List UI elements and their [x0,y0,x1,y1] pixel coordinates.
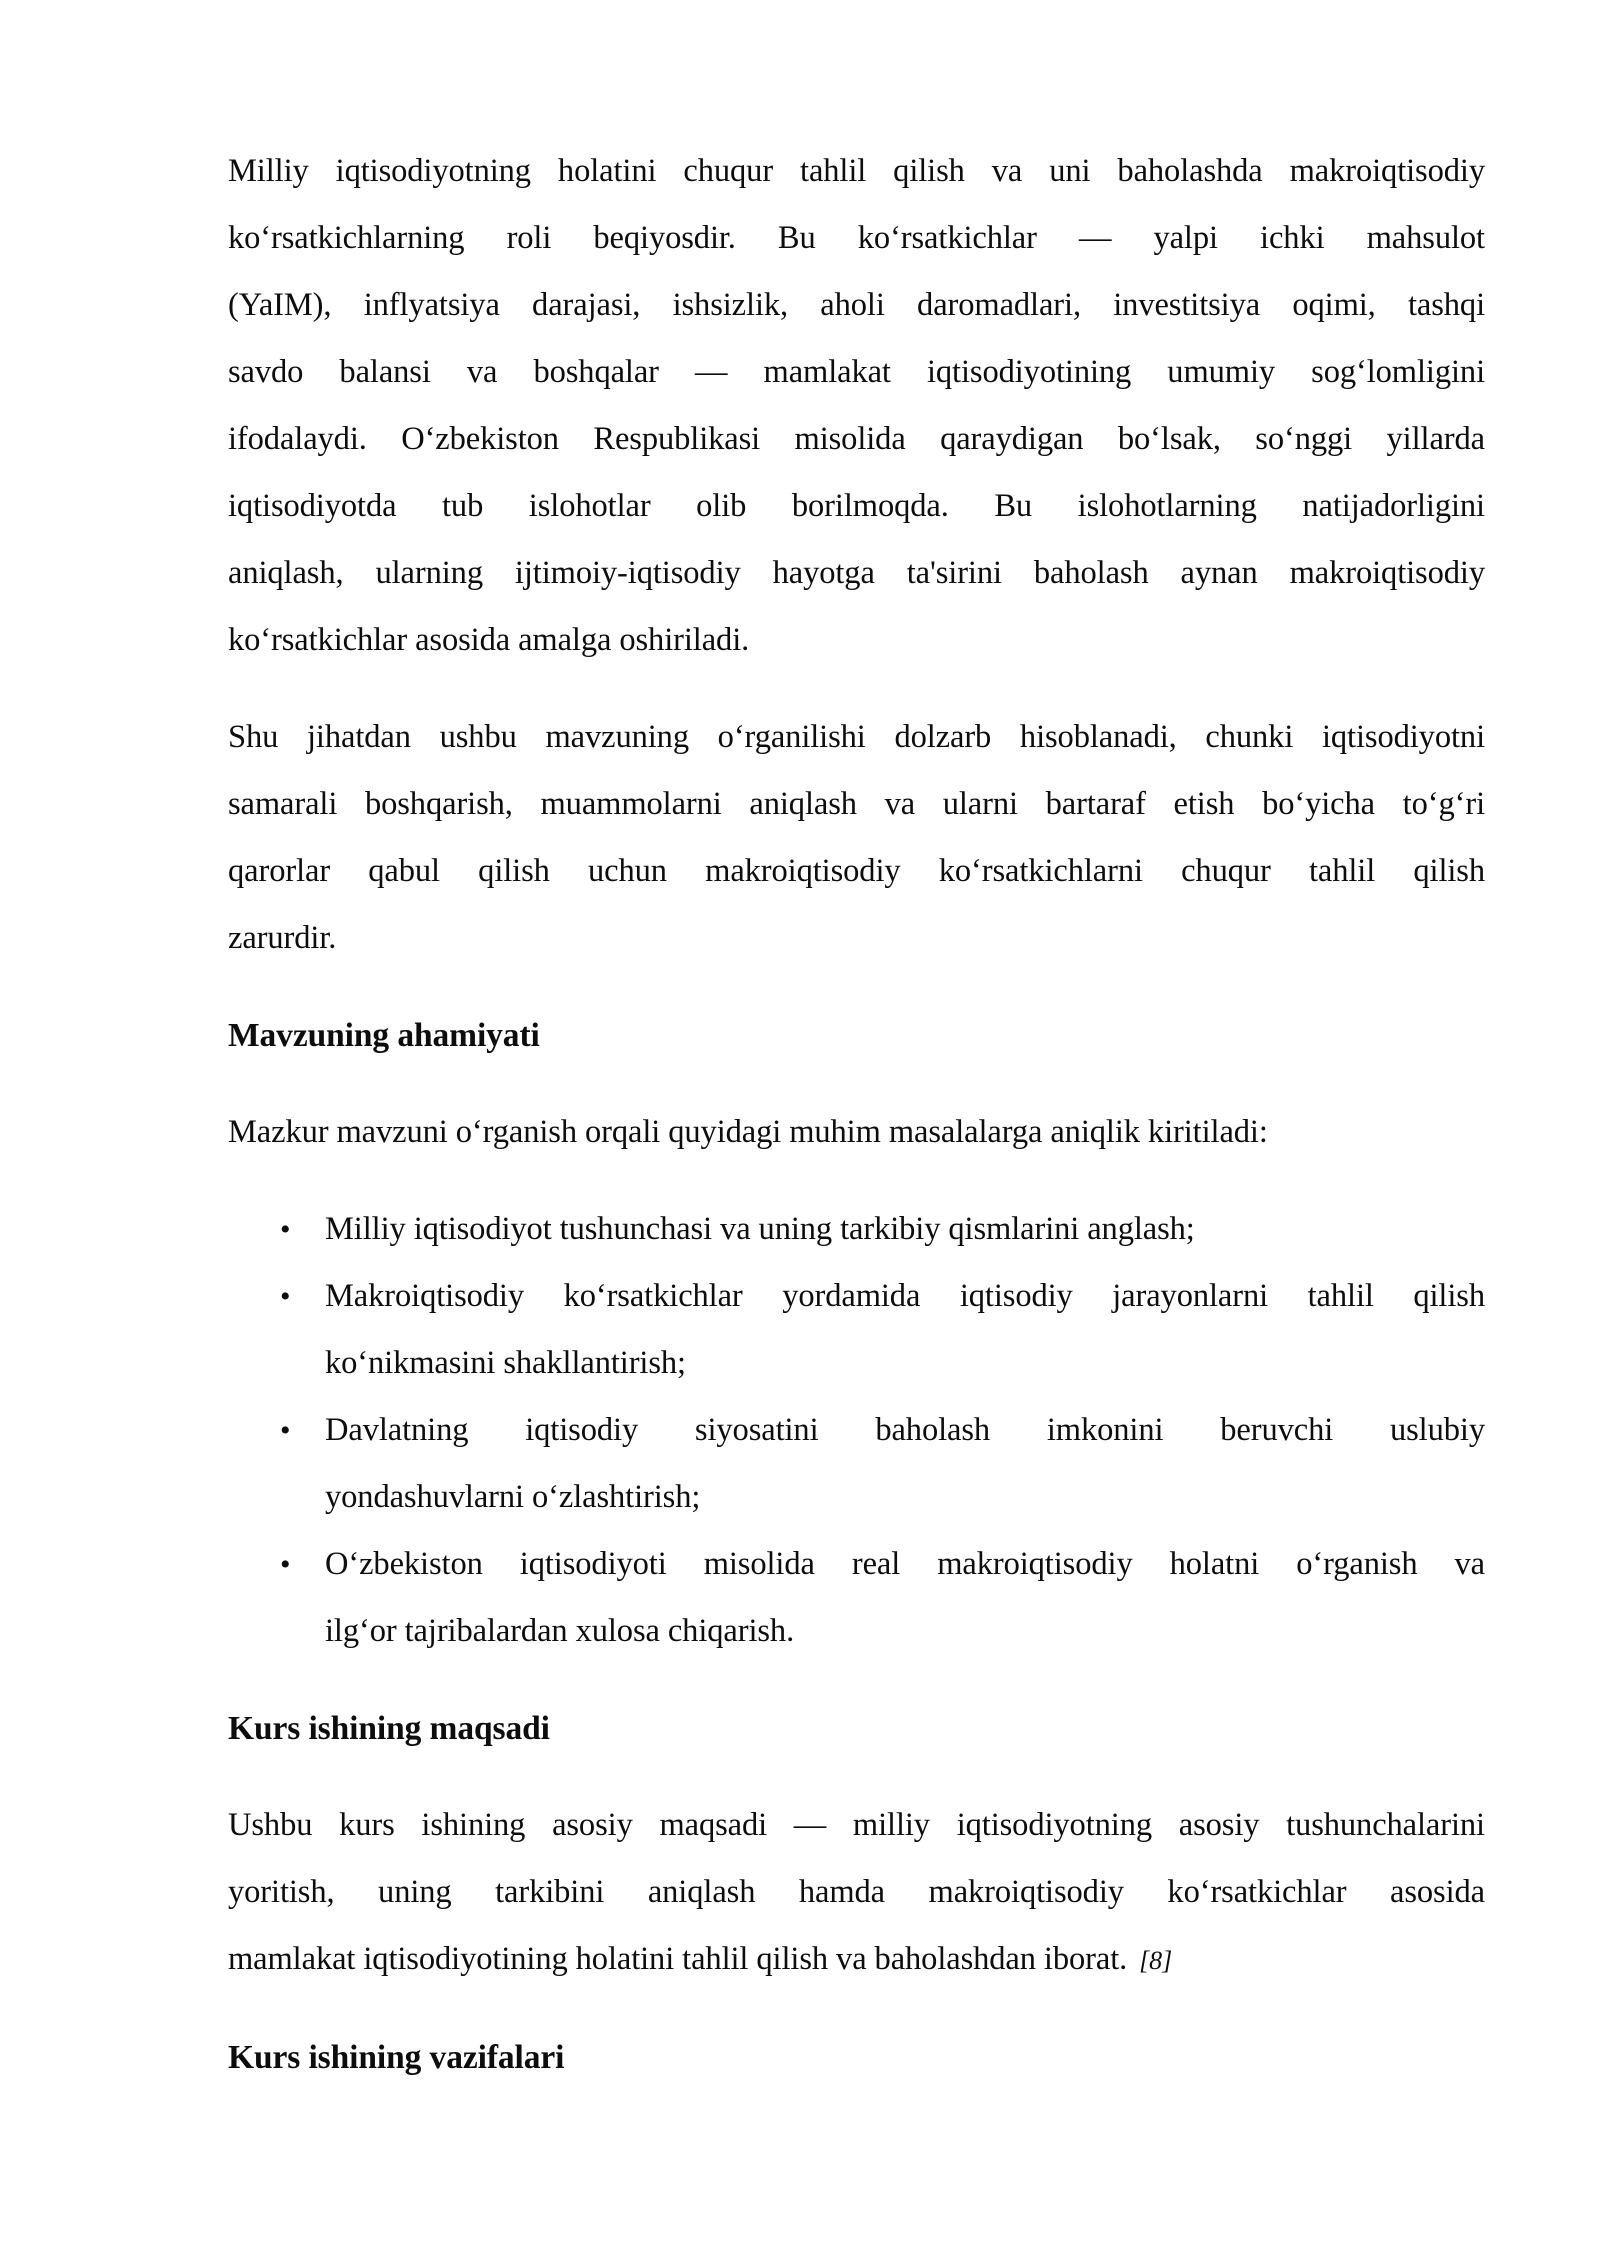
text-line: qarorlar qabul qilish uchun makroiqtisodiy koʻrsatkichlarni chuqur tahlil qilish [228,853,1485,889]
paragraph-goal [228,1792,1485,1994]
text-line: Ushbu kurs ishining asosiy maqsadi — milliy iqtisodiyotning asosiy tushunchalarini [228,1807,1485,1843]
section-heading-tasks: Kurs ishining vazifalari [228,2039,565,2076]
text-line: (YaIM), inflyatsiya darajasi, ishsizlik, aholi daromadlari, investitsiya oqimi, tashqi [228,287,1485,323]
text-line: koʻnikmasini shakllantirish; [325,1345,686,1381]
list-item [228,1196,1485,1263]
text-line: iqtisodiyotda tub islohotlar olib borilmoqda. Bu islohotlarning natijadorligini [228,488,1485,524]
bullet-icon: • [280,1414,291,1447]
text-line: Milliy iqtisodiyotning holatini chuqur tahlil qilish va uni baholashda makroiqtisodiy [228,153,1485,189]
text-line: savdo balansi va boshqalar — mamlakat iqtisodiyotining umumiy sogʻlomligini [228,354,1485,390]
list-item [228,1531,1485,1665]
text-line [280,1263,1485,1330]
list-item-text: Milliy iqtisodiyot tushunchasi va uning tarkibiy qismlarini anglash; [325,1211,1195,1247]
list-item-text: Davlatning iqtisodiy siyosatini baholash imkonini beruvchi uslubiy [325,1412,1485,1448]
bullet-icon: • [280,1213,291,1246]
list-item [228,1263,1485,1397]
text-line: ifodalaydi. Oʻzbekiston Respublikasi misolida qaraydigan boʻlsak, soʻnggi yillarda [228,421,1485,457]
text-line: zarurdir. [228,920,337,956]
paragraph-text: mamlakat iqtisodiyotining holatini tahlil qilish va baholashdan iborat. [228,1941,1128,1977]
text-line [228,1926,1485,1994]
paragraph-intro [228,138,1485,674]
bullet-list [228,1196,1485,1665]
text-line: koʻrsatkichlarning roli beqiyosdir. Bu koʻrsatkichlar — yalpi ichki mahsulot [228,220,1485,256]
section-heading-importance: Mavzuning ahamiyati [228,1017,540,1054]
list-item [228,1397,1485,1531]
paragraph-relevance [228,704,1485,972]
paragraph-lead-in [228,1099,1485,1166]
text-line: yoritish, uning tarkibini aniqlash hamda makroiqtisodiy koʻrsatkichlar asosida [228,1874,1485,1910]
text-line: Mazkur mavzuni oʻrganish orqali quyidagi muhim masalalarga aniqlik kiritiladi: [228,1114,1268,1150]
text-line: yondashuvlarni oʻzlashtirish; [325,1479,701,1515]
citation-ref: [8] [1139,1946,1173,1975]
text-line: koʻrsatkichlar asosida amalga oshiriladi. [228,622,750,658]
text-line: ilgʻor tajribalardan xulosa chiqarish. [325,1613,795,1649]
text-line [280,1531,1485,1598]
text-line: Shu jihatdan ushbu mavzuning oʻrganilishi dolzarb hisoblanadi, chunki iqtisodiyotni [228,719,1485,755]
text-line: aniqlash, ularning ijtimoiy-iqtisodiy hayotga ta'sirini baholash aynan makroiqtisodiy [228,555,1485,591]
section-heading-goal: Kurs ishining maqsadi [228,1710,550,1747]
text-line [280,1196,1485,1263]
text-line [280,1397,1485,1464]
list-item-text: Makroiqtisodiy koʻrsatkichlar yordamida iqtisodiy jarayonlarni tahlil qilish [325,1278,1485,1314]
list-item-text: Oʻzbekiston iqtisodiyoti misolida real makroiqtisodiy holatni oʻrganish va [325,1546,1485,1582]
text-line: samarali boshqarish, muammolarni aniqlash va ularni bartaraf etish boʻyicha toʻgʻri [228,786,1485,822]
bullet-icon: • [280,1548,291,1581]
bullet-icon: • [280,1280,291,1313]
